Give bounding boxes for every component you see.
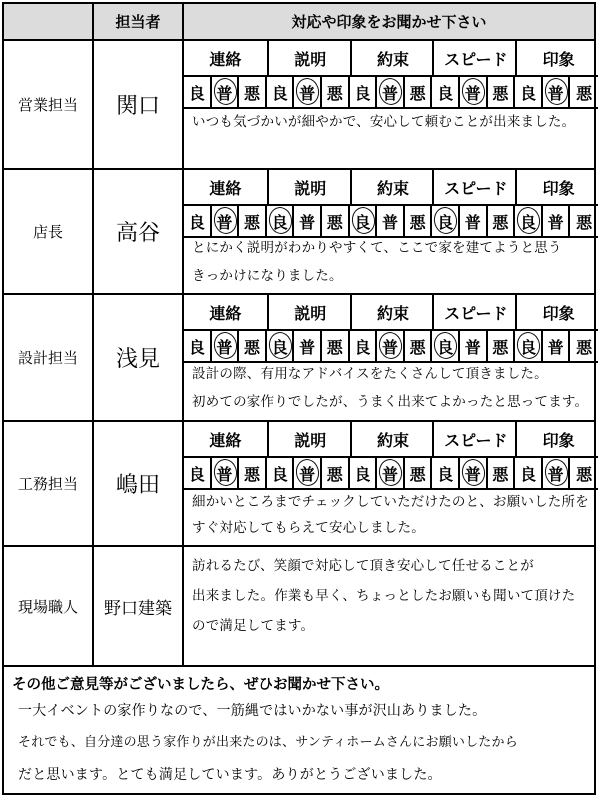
rating-option-label: 悪	[243, 337, 260, 357]
rating-option-label: 良	[354, 212, 371, 232]
rating-option	[184, 458, 212, 488]
staff-comment-line: 設計の際、有用なアドバイスをたくさんして頂きました。	[192, 366, 548, 382]
rating-option-label: 普	[216, 83, 233, 103]
rating-option-label: 悪	[492, 337, 509, 357]
rating-option-label: 普	[216, 337, 233, 357]
rating-option	[239, 77, 267, 107]
header-person: 担当者	[94, 4, 182, 39]
staff-comment-line: きっかけになりました。	[192, 268, 343, 284]
rating-option	[432, 77, 460, 107]
rating-option-label: 普	[464, 464, 481, 484]
rating-option	[570, 206, 598, 236]
rating-option	[294, 77, 322, 107]
category-label: スピード	[432, 41, 517, 75]
rating-option-label: 悪	[576, 212, 593, 232]
rating-option	[460, 331, 488, 361]
rating-option	[377, 206, 405, 236]
rating-option-label: 良	[519, 212, 536, 232]
rating-option	[515, 206, 543, 236]
rating-option-label: 悪	[243, 212, 260, 232]
rating-option	[267, 77, 295, 107]
rating-option	[350, 206, 378, 236]
rating-option	[432, 206, 460, 236]
rating-option-label: 悪	[576, 83, 593, 103]
craftsman-role: 現場職人	[17, 597, 78, 616]
rating-option	[460, 206, 488, 236]
rating-option-label: 普	[216, 464, 233, 484]
craftsman-comment-line: ので満足してます。	[192, 618, 315, 634]
rating-grid	[184, 170, 598, 238]
rating-option	[377, 458, 405, 488]
rating-option-label: 良	[271, 337, 288, 357]
rating-option	[377, 77, 405, 107]
rating-option	[377, 331, 405, 361]
rating-option-label: 良	[437, 212, 454, 232]
rating-option	[432, 331, 460, 361]
staff-name: 嶋田	[115, 473, 160, 498]
rating-option	[350, 331, 378, 361]
rating-option	[488, 206, 516, 236]
rating-option	[488, 77, 516, 107]
rating-option	[405, 458, 433, 488]
other-comment-line: それでも、自分達の思う家作りが出来たのは、サンティホームさんにお願いしたから	[18, 735, 518, 750]
rating-option-label: 良	[271, 212, 288, 232]
rating-option-label: 普	[547, 464, 564, 484]
rating-option	[515, 331, 543, 361]
rating-option	[350, 458, 378, 488]
staff-role: 設計担当	[17, 349, 78, 367]
category-label: 連絡	[209, 303, 242, 323]
rating-option	[212, 206, 240, 236]
other-comment-line: 一大イベントの家作りなので、一筋縄ではいかない事が沢山ありました。	[18, 703, 487, 719]
rating-option	[294, 331, 322, 361]
staff-role: 営業担当	[17, 96, 78, 114]
rating-option	[267, 331, 295, 361]
rating-option	[239, 458, 267, 488]
craftsman-comment-line: 訪れるたび、笑顔で対応して頂き安心して任せることが	[192, 558, 534, 574]
category-label: 約束	[350, 170, 435, 204]
category-label: 連絡	[209, 49, 242, 69]
rating-option-label: 普	[464, 337, 481, 357]
rating-grid	[184, 295, 598, 363]
category-label: 印象	[515, 422, 600, 456]
rating-option	[405, 206, 433, 236]
rating-option-label: 良	[437, 83, 454, 103]
other-comment-line: だと思います。とても満足しています。ありがとうございました。	[18, 767, 442, 783]
rating-option	[515, 77, 543, 107]
rating-option	[239, 206, 267, 236]
rating-option	[239, 331, 267, 361]
rating-option-label: 良	[188, 212, 205, 232]
rating-option	[405, 331, 433, 361]
rating-options-row	[184, 456, 598, 490]
category-label: スピード	[432, 422, 517, 456]
rating-option	[212, 331, 240, 361]
staff-name: 高谷	[115, 221, 160, 246]
rating-option-label: 良	[354, 337, 371, 357]
rating-option-label: 悪	[409, 464, 426, 484]
rating-option-label: 普	[381, 337, 398, 357]
rating-option-label: 普	[547, 337, 564, 357]
rating-option-label: 良	[271, 83, 288, 103]
rating-option	[488, 331, 516, 361]
category-label: 説明	[267, 295, 352, 329]
rating-option-label: 良	[354, 464, 371, 484]
rating-option	[570, 458, 598, 488]
rating-option-label: 普	[216, 212, 233, 232]
category-label: 印象	[515, 170, 600, 204]
rating-option-label: 普	[381, 464, 398, 484]
rating-option	[267, 458, 295, 488]
rating-option-label: 悪	[492, 212, 509, 232]
category-label: 説明	[267, 41, 352, 75]
rating-option-label: 悪	[409, 337, 426, 357]
rating-option	[184, 77, 212, 107]
category-label: 連絡	[209, 430, 242, 450]
rating-option	[432, 458, 460, 488]
rating-option	[212, 458, 240, 488]
craftsman-comment-line: 出来ました。作業も早く、ちょっとしたお願いも聞いて頂けた	[192, 588, 576, 604]
rating-options-row	[184, 204, 598, 238]
staff-comment-line: 細かいところまでチェックしていただけたのと、お願いした所を	[192, 494, 589, 510]
staff-comment-line: いつも気づかいが細やかで、安心して頼むことが出来ました。	[192, 114, 576, 130]
rating-option	[350, 77, 378, 107]
rating-option	[294, 206, 322, 236]
rating-option	[322, 77, 350, 107]
staff-role: 工務担当	[17, 475, 78, 493]
rating-option-label: 悪	[492, 464, 509, 484]
rating-option-label: 悪	[576, 337, 593, 357]
category-label: 約束	[350, 41, 435, 75]
other-comments-title: その他ご意見等がございましたら、ぜひお聞かせ下さい。	[12, 677, 389, 693]
rating-option-label: 悪	[326, 337, 343, 357]
survey-sheet	[2, 2, 596, 795]
rating-option-label: 普	[547, 83, 564, 103]
rating-option-label: 普	[464, 212, 481, 232]
category-label: 説明	[267, 170, 352, 204]
staff-comment-line: 初めての家作りでしたが、うまく出来てよかったと思ってます。	[192, 394, 589, 410]
rating-option-label: 悪	[243, 83, 260, 103]
category-label: 約束	[350, 295, 435, 329]
rating-option-label: 良	[188, 464, 205, 484]
rating-option	[184, 331, 212, 361]
rating-option-label: 悪	[326, 212, 343, 232]
rating-option-label: 悪	[409, 83, 426, 103]
rating-option-label: 悪	[326, 83, 343, 103]
rating-option-label: 普	[299, 83, 316, 103]
rating-option-label: 悪	[492, 83, 509, 103]
rating-option-label: 良	[519, 464, 536, 484]
rating-option-label: 悪	[326, 464, 343, 484]
craftsman-name: 野口建築	[104, 598, 172, 619]
rating-option-label: 良	[437, 337, 454, 357]
rating-option	[460, 458, 488, 488]
rating-option-label: 悪	[409, 212, 426, 232]
rating-option-label: 普	[464, 83, 481, 103]
header-feedback: 対応や印象をお聞かせ下さい	[184, 4, 594, 39]
category-label: スピード	[432, 295, 517, 329]
rating-option-label: 普	[381, 212, 398, 232]
rating-option	[488, 458, 516, 488]
rating-option-label: 普	[299, 212, 316, 232]
category-label: 印象	[515, 41, 600, 75]
rating-option-label: 良	[188, 337, 205, 357]
rating-option-label: 良	[519, 337, 536, 357]
rating-option	[184, 206, 212, 236]
rating-option-label: 普	[381, 83, 398, 103]
rating-option	[543, 458, 571, 488]
rating-option	[570, 331, 598, 361]
rating-option-label: 良	[519, 83, 536, 103]
rating-option	[322, 206, 350, 236]
header-blank-cell	[4, 4, 92, 39]
rating-option	[460, 77, 488, 107]
rating-option	[543, 331, 571, 361]
rating-option-label: 普	[299, 337, 316, 357]
staff-comment-line: すぐ対応してもらえて安心しました。	[192, 520, 425, 536]
rating-option	[322, 458, 350, 488]
rating-option-label: 良	[437, 464, 454, 484]
rating-option-label: 悪	[576, 464, 593, 484]
row-divider	[4, 665, 594, 667]
rating-option	[322, 331, 350, 361]
rating-option	[405, 77, 433, 107]
staff-name: 関口	[115, 94, 160, 119]
rating-grid	[184, 422, 598, 490]
rating-option	[543, 206, 571, 236]
category-label: 連絡	[209, 178, 242, 198]
rating-option-label: 良	[354, 83, 371, 103]
category-label: 約束	[350, 422, 435, 456]
rating-option-label: 悪	[243, 464, 260, 484]
rating-grid	[184, 41, 598, 109]
rating-options-row	[184, 75, 598, 109]
rating-option	[212, 77, 240, 107]
rating-option	[294, 458, 322, 488]
category-label: 説明	[267, 422, 352, 456]
rating-option	[267, 206, 295, 236]
rating-option-label: 普	[547, 212, 564, 232]
staff-name: 浅見	[115, 347, 160, 372]
rating-option	[570, 77, 598, 107]
rating-option-label: 良	[271, 464, 288, 484]
staff-comment-line: とにかく説明がわかりやすくて、ここで家を建てようと思う	[192, 240, 562, 256]
staff-role: 店長	[32, 223, 63, 241]
rating-options-row	[184, 329, 598, 363]
rating-option-label: 普	[299, 464, 316, 484]
rating-option	[515, 458, 543, 488]
rating-option	[543, 77, 571, 107]
category-label: スピード	[432, 170, 517, 204]
category-label: 印象	[515, 295, 600, 329]
rating-option-label: 良	[188, 83, 205, 103]
